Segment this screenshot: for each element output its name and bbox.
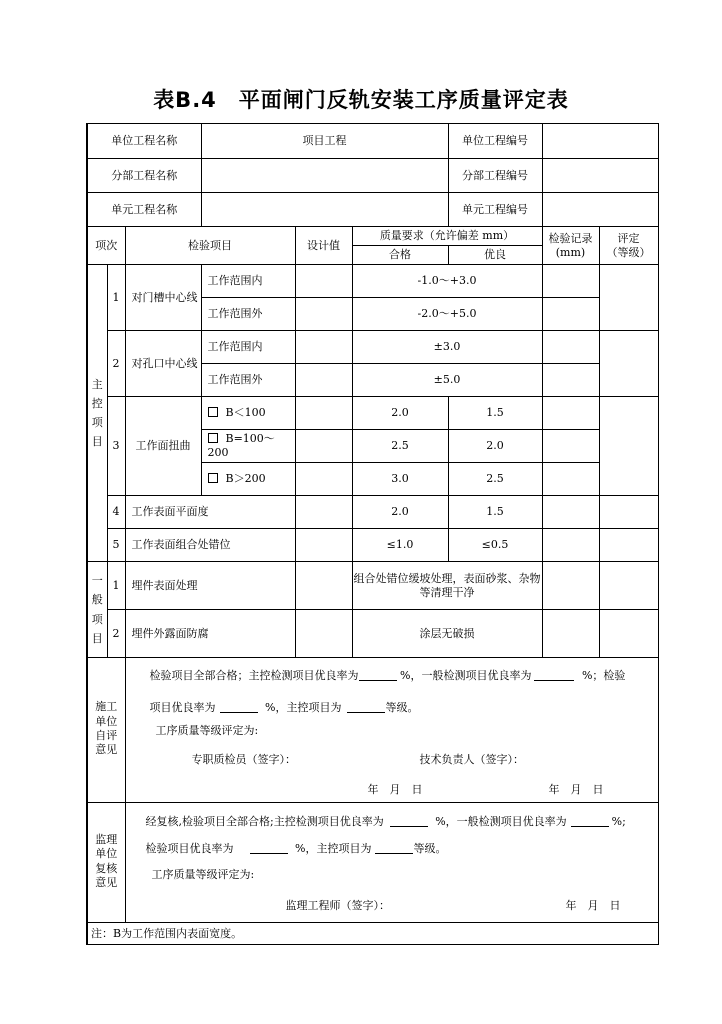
column-header-row bbox=[87, 227, 658, 246]
rating-cell bbox=[599, 529, 658, 562]
excellent-cell: ≤0.5 bbox=[448, 529, 542, 562]
design-value-cell bbox=[295, 364, 352, 397]
excellent-cell: 1.5 bbox=[448, 397, 542, 430]
item-scope: 工作范围外 bbox=[201, 298, 295, 331]
record-cell bbox=[542, 430, 599, 463]
col-item-no: 项次 bbox=[87, 227, 125, 265]
col-record-label: 检验记录 bbox=[548, 231, 593, 245]
construction-line-1a: 检验项目全部合格；主控检测项目优良率为 bbox=[149, 669, 359, 682]
record-cell bbox=[542, 331, 599, 364]
item-scope: 工作范围外 bbox=[201, 364, 295, 397]
record-cell bbox=[542, 562, 599, 610]
blank-field[interactable] bbox=[359, 670, 397, 681]
element-project-label: 单元工程名称 bbox=[87, 193, 201, 227]
construction-opinion-row bbox=[87, 658, 658, 803]
table-row bbox=[87, 529, 658, 562]
item-name: 工作表面平面度 bbox=[125, 496, 295, 529]
table-row bbox=[87, 331, 658, 364]
design-value-cell bbox=[295, 562, 352, 610]
checkbox-icon bbox=[208, 473, 218, 483]
item-no: 4 bbox=[107, 496, 125, 529]
requirement-cell: 涂层无破损 bbox=[352, 610, 542, 658]
col-rating bbox=[599, 227, 658, 265]
record-cell bbox=[542, 529, 599, 562]
condition-label: B＜100 bbox=[225, 406, 266, 420]
item-scope: 工作范围内 bbox=[201, 331, 295, 364]
sub-no-value bbox=[542, 159, 658, 193]
requirement-cell: 组合处错位缓坡处理，表面砂浆、杂物等清理干净 bbox=[352, 562, 542, 610]
record-cell bbox=[542, 265, 599, 298]
item-no: 1 bbox=[107, 265, 125, 331]
supervision-line-2 bbox=[146, 842, 447, 856]
record-cell bbox=[542, 364, 599, 397]
col-rating-label: 评定 bbox=[617, 231, 640, 245]
record-cell bbox=[542, 610, 599, 658]
supervision-opinion-row bbox=[87, 803, 658, 923]
requirement-cell: -1.0～+3.0 bbox=[352, 265, 542, 298]
rating-cell bbox=[599, 562, 658, 610]
supervision-opinion bbox=[125, 803, 658, 923]
design-value-cell bbox=[295, 298, 352, 331]
table-row bbox=[87, 397, 658, 430]
design-value-cell bbox=[295, 463, 352, 496]
checkbox-icon bbox=[208, 433, 218, 443]
rating-cell bbox=[599, 397, 658, 496]
blank-field[interactable] bbox=[220, 702, 258, 713]
item-no: 2 bbox=[107, 331, 125, 397]
condition-cell bbox=[201, 397, 295, 430]
supervision-line-1b: %，一般检测项目优良率为 bbox=[435, 815, 567, 828]
item-name: 对门槽中心线 bbox=[125, 265, 201, 331]
item-no: 2 bbox=[107, 610, 125, 658]
supervision-line-1c: %; bbox=[611, 815, 626, 828]
item-no: 1 bbox=[107, 562, 125, 610]
condition-label: B=100～200 bbox=[207, 432, 275, 459]
item-no: 3 bbox=[107, 397, 125, 496]
general-items-label: 一 般 项 目 bbox=[87, 562, 107, 658]
col-record-unit: (mm) bbox=[555, 245, 586, 259]
record-cell bbox=[542, 298, 599, 331]
table-row bbox=[87, 562, 658, 610]
construction-line-3: 工序质量等级评定为: bbox=[155, 724, 259, 737]
construction-opinion bbox=[125, 658, 658, 803]
table-row bbox=[87, 496, 658, 529]
table-row bbox=[87, 610, 658, 658]
condition-cell bbox=[201, 430, 295, 463]
requirement-cell: ±5.0 bbox=[352, 364, 542, 397]
engineer-signature: 监理工程师（签字）： bbox=[285, 899, 390, 912]
item-name: 埋件外露面防腐 bbox=[125, 610, 295, 658]
col-design-value: 设计值 bbox=[295, 227, 352, 265]
record-cell bbox=[542, 496, 599, 529]
blank-field[interactable] bbox=[390, 816, 428, 827]
unit-no-value bbox=[542, 124, 658, 159]
item-name: 工作面扭曲 bbox=[125, 397, 201, 496]
rating-cell bbox=[599, 610, 658, 658]
qualified-cell: 2.0 bbox=[352, 397, 448, 430]
construction-line-1b: %，一般检测项目优良率为 bbox=[400, 669, 532, 682]
unit-project-value: 项目工程 bbox=[201, 124, 448, 159]
col-rating-sub: （等级） bbox=[606, 245, 651, 259]
qualified-cell: ≤1.0 bbox=[352, 529, 448, 562]
rating-cell bbox=[599, 265, 658, 331]
item-name: 对孔口中心线 bbox=[125, 331, 201, 397]
blank-field[interactable] bbox=[250, 843, 288, 854]
construction-date-2: 年 月 日 bbox=[548, 783, 604, 796]
excellent-cell: 2.0 bbox=[448, 430, 542, 463]
design-value-cell bbox=[295, 430, 352, 463]
excellent-cell: 2.5 bbox=[448, 463, 542, 496]
blank-field[interactable] bbox=[375, 843, 413, 854]
sub-no-label: 分部工程编号 bbox=[448, 159, 542, 193]
condition-cell bbox=[201, 463, 295, 496]
page-title: 表B.4 平面闸门反轨安装工序质量评定表 bbox=[153, 88, 569, 112]
construction-line-2a: 项目优良率为 bbox=[149, 701, 216, 714]
sub-project-row bbox=[87, 159, 658, 193]
col-check-item: 检验项目 bbox=[125, 227, 295, 265]
inspector-signature: 专职质检员（签字）： bbox=[191, 753, 296, 766]
construction-line-2c: 等级。 bbox=[385, 701, 419, 714]
blank-field[interactable] bbox=[347, 702, 385, 713]
note-row bbox=[87, 923, 658, 945]
element-no-label: 单元工程编号 bbox=[448, 193, 542, 227]
item-name: 埋件表面处理 bbox=[125, 562, 295, 610]
main-items-label: 主 控 项 目 bbox=[87, 265, 107, 562]
supervision-line-2a: 检验项目优良率为 bbox=[145, 842, 234, 855]
supervision-line-2c: 等级。 bbox=[413, 842, 447, 855]
construction-line-2 bbox=[150, 701, 419, 715]
construction-line-2b: %，主控项目为 bbox=[265, 701, 342, 714]
construction-date-1: 年 月 日 bbox=[367, 783, 423, 796]
element-project-row bbox=[87, 193, 658, 227]
blank-field[interactable] bbox=[534, 670, 574, 681]
item-name: 工作表面组合处错位 bbox=[125, 529, 295, 562]
col-excellent: 优良 bbox=[448, 246, 542, 265]
tech-lead-signature: 技术负责人（签字）： bbox=[419, 753, 524, 766]
item-scope: 工作范围内 bbox=[201, 265, 295, 298]
quality-evaluation-table bbox=[86, 123, 659, 945]
element-project-value bbox=[201, 193, 448, 227]
qualified-cell: 2.0 bbox=[352, 496, 448, 529]
element-no-value bbox=[542, 193, 658, 227]
rating-cell bbox=[599, 331, 658, 397]
design-value-cell bbox=[295, 331, 352, 364]
checkbox-icon bbox=[208, 407, 218, 417]
requirement-cell: ±3.0 bbox=[352, 331, 542, 364]
sub-project-label: 分部工程名称 bbox=[87, 159, 201, 193]
rating-cell bbox=[599, 496, 658, 529]
supervision-line-1 bbox=[146, 815, 626, 829]
record-cell bbox=[542, 397, 599, 430]
record-cell bbox=[542, 463, 599, 496]
design-value-cell bbox=[295, 529, 352, 562]
col-record bbox=[542, 227, 599, 265]
design-value-cell bbox=[295, 265, 352, 298]
construction-line-1c: %；检验 bbox=[581, 669, 626, 682]
excellent-cell: 1.5 bbox=[448, 496, 542, 529]
supervision-line-2b: %，主控项目为 bbox=[295, 842, 372, 855]
table-note: 注：B为工作范围内表面宽度。 bbox=[87, 923, 658, 945]
design-value-cell bbox=[295, 496, 352, 529]
condition-label: B＞200 bbox=[225, 472, 266, 486]
item-no: 5 bbox=[107, 529, 125, 562]
design-value-cell bbox=[295, 397, 352, 430]
unit-project-row bbox=[87, 124, 658, 159]
col-qualified: 合格 bbox=[352, 246, 448, 265]
supervision-date: 年 月 日 bbox=[565, 899, 621, 912]
supervision-line-1a: 经复核,检验项目全部合格;主控检测项目优良率为 bbox=[145, 815, 384, 828]
qualified-cell: 3.0 bbox=[352, 463, 448, 496]
construction-label: 施工 单位 自评 意见 bbox=[87, 658, 125, 803]
qualified-cell: 2.5 bbox=[352, 430, 448, 463]
col-quality-req: 质量要求（允许偏差 mm） bbox=[352, 227, 542, 246]
supervision-line-3: 工序质量等级评定为: bbox=[151, 868, 255, 881]
requirement-cell: -2.0～+5.0 bbox=[352, 298, 542, 331]
design-value-cell bbox=[295, 610, 352, 658]
construction-line-1 bbox=[150, 669, 626, 683]
table-row bbox=[87, 265, 658, 298]
unit-no-label: 单位工程编号 bbox=[448, 124, 542, 159]
unit-project-label: 单位工程名称 bbox=[87, 124, 201, 159]
blank-field[interactable] bbox=[571, 816, 609, 827]
sub-project-value bbox=[201, 159, 448, 193]
supervision-label: 监理 单位 复核 意见 bbox=[87, 803, 125, 923]
